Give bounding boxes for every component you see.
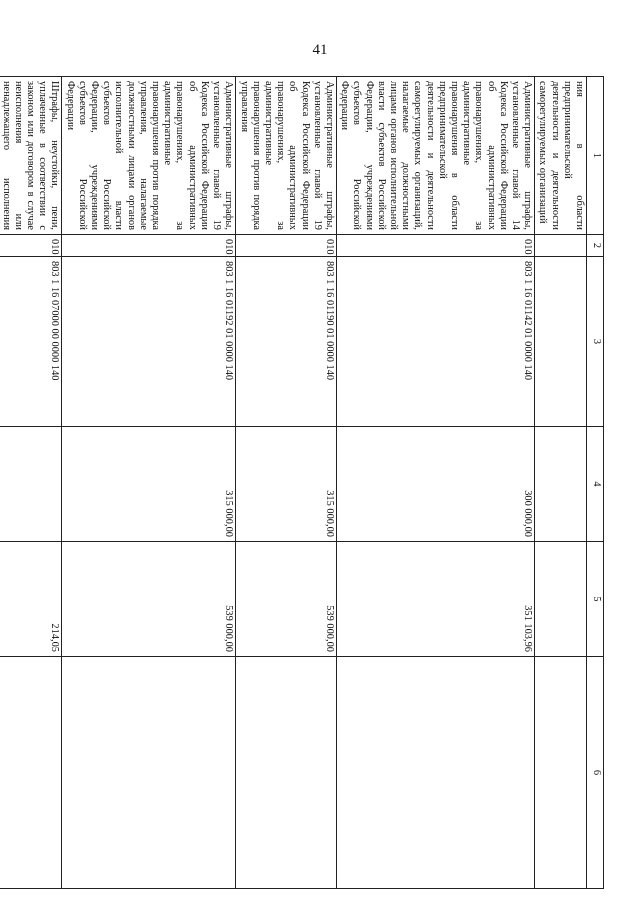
- row-col5-cell: 351 103,96: [336, 542, 534, 657]
- column-header-6: 6: [587, 657, 604, 889]
- table-header-row: [587, 77, 604, 889]
- row-line-code-cell: 010: [62, 235, 236, 257]
- row-col6-cell: [0, 657, 62, 889]
- row-col5-cell: 539 000,00: [236, 542, 337, 657]
- row-col4-cell: 315 000,00: [236, 427, 337, 542]
- table-row: [0, 77, 62, 889]
- column-header-1: 1: [587, 77, 604, 235]
- budget-table: [0, 76, 604, 889]
- column-header-4: 4: [587, 427, 604, 542]
- table-row: [336, 77, 534, 889]
- row-col6-cell: [62, 657, 236, 889]
- row-name-cell: ния в области предпринимательской деятельности и деятельности саморегулируемых организаций: [535, 77, 587, 235]
- row-col5-cell: 214,05: [0, 542, 62, 657]
- row-col5-cell: 539 000,00: [62, 542, 236, 657]
- column-header-2: 2: [587, 235, 604, 257]
- row-col6-cell: [336, 657, 534, 889]
- row-name-cell: Административные штрафы, установленные главой 19 Кодекса Российской Федерации об административных правонарушениях, за административные правонарушения против порядка управления, налагаемые должностными лицами органов исполнительной власти субъектов Российской Федерации, учреждениями субъектов Российской Федерации: [62, 77, 236, 235]
- row-name-cell: Административные штрафы, установленные главой 19 Кодекса Российской Федерации об административных правонарушениях, за административные правонарушения против порядка управления: [236, 77, 337, 235]
- row-budget-code-cell: 803 1 16 01142 01 0000 140: [336, 257, 534, 427]
- table-row: [236, 77, 337, 889]
- row-budget-code-cell: 803 1 16 01192 01 0000 140: [62, 257, 236, 427]
- column-header-3: 3: [587, 257, 604, 427]
- rotated-table-container: [0, 76, 604, 888]
- row-line-code-cell: 010: [0, 235, 62, 257]
- row-budget-code-cell: 803 1 16 07000 00 0000 140: [0, 257, 62, 427]
- row-col4-cell: 315 000,00: [62, 427, 236, 542]
- row-line-code-cell: 010: [336, 235, 534, 257]
- page-number: 41: [312, 42, 328, 58]
- column-header-5: 5: [587, 542, 604, 657]
- row-col4-cell: [535, 427, 587, 542]
- row-name-cell: Административные штрафы, установленные главой 14 Кодекса Российской Федерации об административных правонарушениях, за административные правонарушения в области предпринимательской деятельности и деятельности саморегулируемых организаций, налагаемые должностными лицами органов исполнительной власти субъектов Российской Федерации, учреждениями субъектов Российской Федерации: [336, 77, 534, 235]
- row-col4-cell: [0, 427, 62, 542]
- row-col6-cell: [236, 657, 337, 889]
- table-row: [535, 77, 587, 889]
- row-line-code-cell: [535, 235, 587, 257]
- row-col6-cell: [535, 657, 587, 889]
- row-budget-code-cell: 803 1 16 01190 01 0000 140: [236, 257, 337, 427]
- row-col4-cell: 300 000,00: [336, 427, 534, 542]
- row-col5-cell: [535, 542, 587, 657]
- row-budget-code-cell: [535, 257, 587, 427]
- row-name-cell: Штрафы, неустойки, пени, уплаченные в соответствии с законом или договором в случае неисполнения или ненадлежащего исполнения: [0, 77, 62, 235]
- row-line-code-cell: 010: [236, 235, 337, 257]
- table-row: [62, 77, 236, 889]
